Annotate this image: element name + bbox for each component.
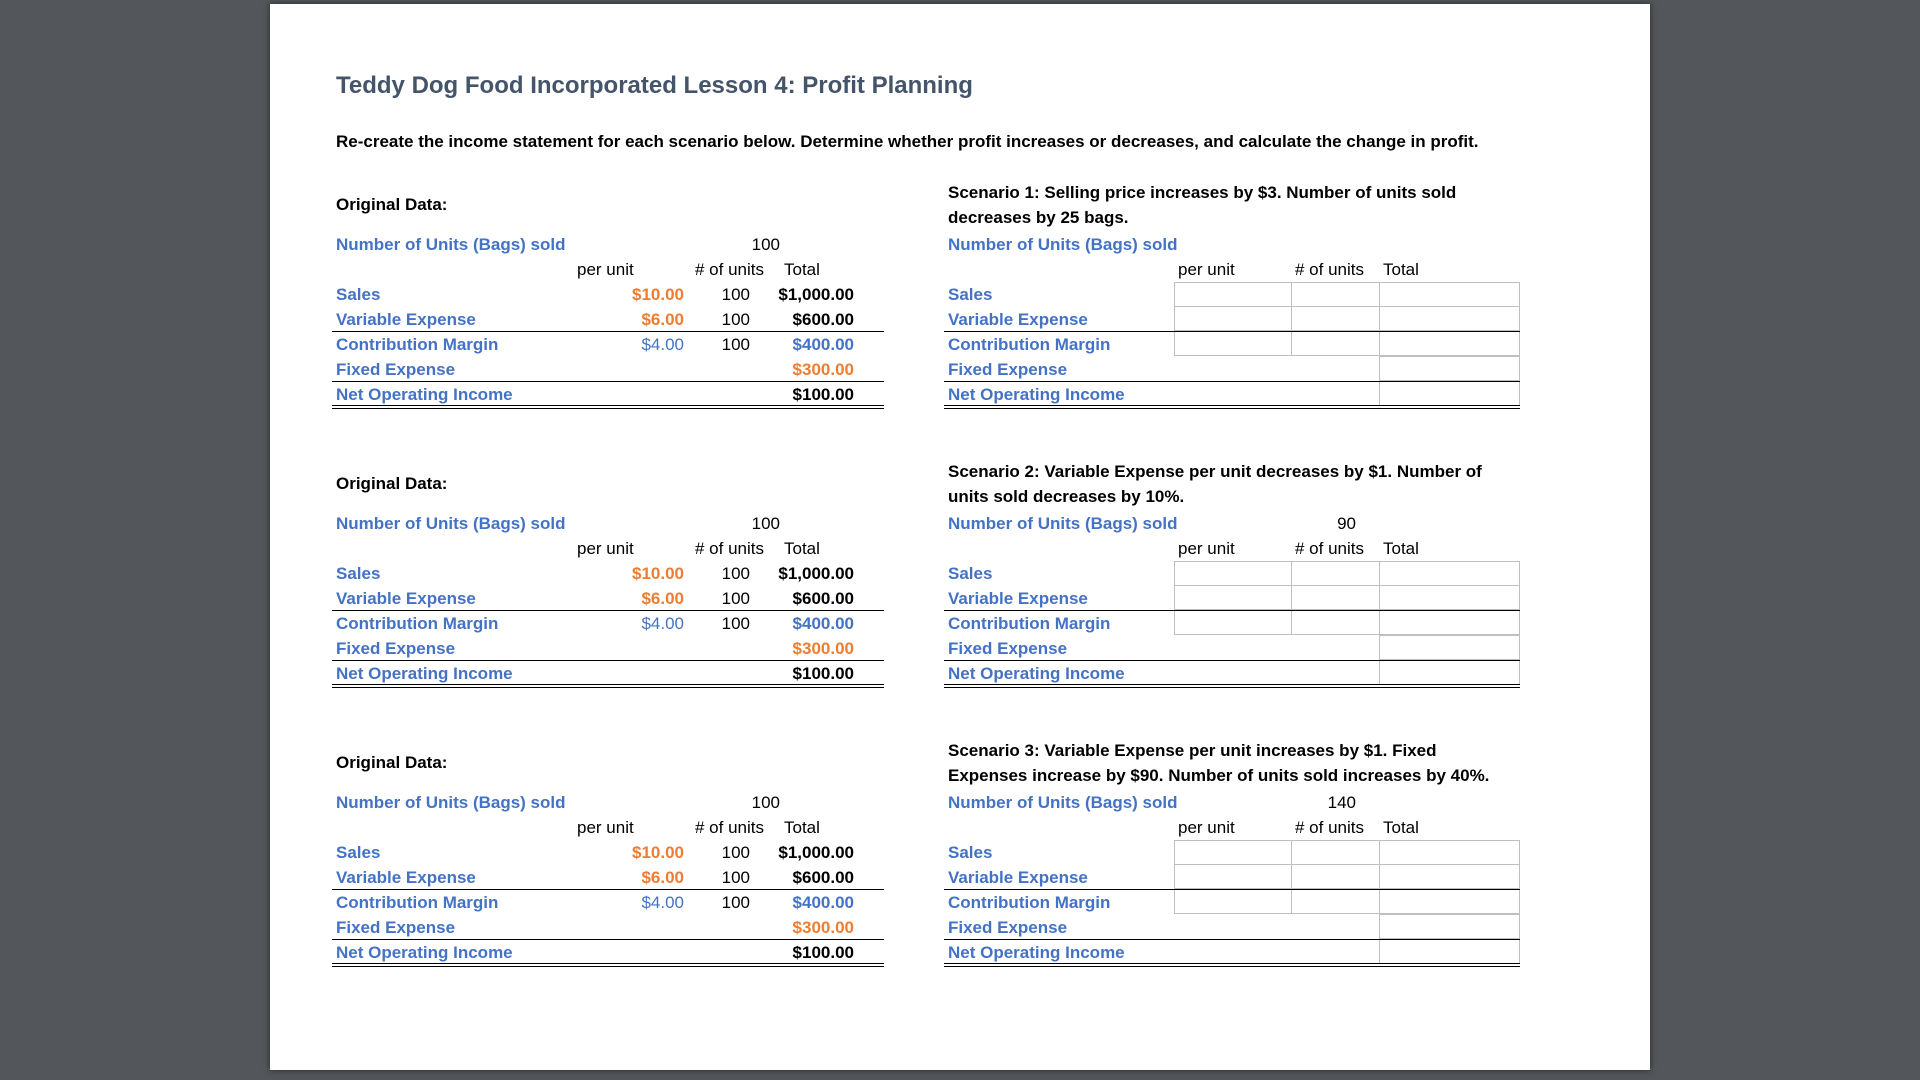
original-heading: Original Data:	[336, 195, 448, 214]
row-fixed-label: Fixed Expense	[948, 918, 1068, 937]
variable-total: $600.00	[792, 868, 854, 887]
col-per-unit: per unit	[1178, 818, 1235, 837]
scenario-units-label: Number of Units (Bags) sold	[948, 793, 1178, 812]
input-cell-sales-total[interactable]	[1379, 561, 1520, 586]
row-variable-label: Variable Expense	[336, 310, 476, 329]
sales-per-unit: $10.00	[632, 843, 684, 862]
sales-total: $1,000.00	[778, 564, 854, 583]
col-total: Total	[1383, 260, 1419, 279]
col-units: # of units	[1295, 539, 1364, 558]
row-sales-label: Sales	[948, 843, 993, 862]
col-per-unit: per unit	[1178, 260, 1235, 279]
double-underline	[944, 963, 1520, 967]
row-sales-label: Sales	[336, 843, 381, 862]
input-cell-variable-total[interactable]	[1379, 864, 1520, 889]
row-fixed-label: Fixed Expense	[336, 918, 456, 937]
variable-per-unit: $6.00	[641, 868, 684, 887]
input-cell-fixed-total[interactable]	[1379, 356, 1520, 381]
cm-per-unit: $4.00	[641, 335, 684, 354]
cm-units: 100	[721, 614, 750, 633]
input-cell-sales-total[interactable]	[1379, 840, 1520, 865]
row-cm-label: Contribution Margin	[948, 614, 1111, 633]
input-cell-cm-total[interactable]	[1379, 610, 1520, 635]
input-cell-sales-per-unit[interactable]	[1174, 840, 1292, 865]
input-cell-sales-units[interactable]	[1291, 282, 1380, 307]
scenario-description: Scenario 2: Variable Expense per unit decreases by $1. Number of units sold decreases by 10%.	[948, 462, 1482, 506]
row-variable-label: Variable Expense	[948, 310, 1088, 329]
row-noi-label: Net Operating Income	[948, 385, 1125, 404]
original-heading: Original Data:	[336, 753, 448, 772]
fixed-total: $300.00	[792, 639, 854, 658]
input-cell-cm-total[interactable]	[1379, 331, 1520, 356]
row-cm-label: Contribution Margin	[336, 893, 499, 912]
col-per-unit: per unit	[577, 539, 634, 558]
col-units: # of units	[695, 539, 764, 558]
noi-total: $100.00	[792, 385, 854, 404]
sales-units: 100	[721, 843, 750, 862]
cm-total: $400.00	[792, 893, 854, 912]
scenario-units-value: 140	[1327, 793, 1356, 812]
variable-per-unit: $6.00	[641, 589, 684, 608]
input-cell-sales-total[interactable]	[1379, 282, 1520, 307]
input-cell-variable-total[interactable]	[1379, 585, 1520, 610]
row-cm-label: Contribution Margin	[948, 893, 1111, 912]
input-cell-fixed-total[interactable]	[1379, 635, 1520, 660]
row-sales-label: Sales	[948, 285, 993, 304]
divider	[944, 610, 1520, 611]
divider	[944, 381, 1520, 382]
col-total: Total	[784, 818, 820, 837]
variable-total: $600.00	[792, 589, 854, 608]
fixed-total: $300.00	[792, 918, 854, 937]
col-units: # of units	[695, 818, 764, 837]
input-cell-noi-total[interactable]	[1379, 381, 1520, 406]
double-underline	[332, 963, 884, 967]
cm-per-unit: $4.00	[641, 614, 684, 633]
document-page	[270, 4, 1650, 1070]
col-total: Total	[784, 260, 820, 279]
cm-total: $400.00	[792, 614, 854, 633]
input-cell-variable-total[interactable]	[1379, 306, 1520, 331]
scenario-description: Scenario 3: Variable Expense per unit increases by $1. Fixed Expenses increase by $90. Number of units sold increases by 40%.	[948, 741, 1490, 785]
col-units: # of units	[1295, 818, 1364, 837]
row-cm-label: Contribution Margin	[336, 335, 499, 354]
col-units: # of units	[695, 260, 764, 279]
units-label: Number of Units (Bags) sold	[336, 793, 566, 812]
row-noi-label: Net Operating Income	[948, 664, 1125, 683]
input-cell-sales-units[interactable]	[1291, 561, 1380, 586]
row-noi-label: Net Operating Income	[336, 385, 513, 404]
input-cell-cm-per-unit[interactable]	[1174, 331, 1292, 356]
cm-per-unit: $4.00	[641, 893, 684, 912]
row-fixed-label: Fixed Expense	[336, 360, 456, 379]
col-per-unit: per unit	[577, 818, 634, 837]
row-sales-label: Sales	[336, 564, 381, 583]
units-value: 100	[751, 793, 780, 812]
sales-units: 100	[721, 285, 750, 304]
row-cm-label: Contribution Margin	[336, 614, 499, 633]
input-cell-noi-total[interactable]	[1379, 660, 1520, 685]
row-noi-label: Net Operating Income	[336, 943, 513, 962]
input-cell-cm-per-unit[interactable]	[1174, 610, 1292, 635]
double-underline	[332, 684, 884, 688]
col-per-unit: per unit	[1178, 539, 1235, 558]
scenario-units-label: Number of Units (Bags) sold	[948, 514, 1178, 533]
cm-units: 100	[721, 893, 750, 912]
variable-units: 100	[721, 310, 750, 329]
fixed-total: $300.00	[792, 360, 854, 379]
variable-units: 100	[721, 589, 750, 608]
input-cell-variable-per-unit[interactable]	[1174, 585, 1292, 610]
row-noi-label: Net Operating Income	[948, 943, 1125, 962]
sales-per-unit: $10.00	[632, 564, 684, 583]
input-cell-cm-per-unit[interactable]	[1174, 889, 1292, 914]
variable-total: $600.00	[792, 310, 854, 329]
input-cell-fixed-total[interactable]	[1379, 914, 1520, 939]
document-title: Teddy Dog Food Incorporated Lesson 4: Profit Planning	[336, 72, 973, 99]
original-heading: Original Data:	[336, 474, 448, 493]
cm-units: 100	[721, 335, 750, 354]
col-units: # of units	[1295, 260, 1364, 279]
row-variable-label: Variable Expense	[336, 589, 476, 608]
input-cell-sales-per-unit[interactable]	[1174, 561, 1292, 586]
sales-total: $1,000.00	[778, 285, 854, 304]
scenario-description: Scenario 1: Selling price increases by $3. Number of units sold decreases by 25 bags.	[948, 183, 1457, 227]
noi-total: $100.00	[792, 943, 854, 962]
input-cell-sales-per-unit[interactable]	[1174, 282, 1292, 307]
noi-total: $100.00	[792, 664, 854, 683]
row-fixed-label: Fixed Expense	[948, 639, 1068, 658]
units-label: Number of Units (Bags) sold	[336, 235, 566, 254]
divider	[944, 889, 1520, 890]
input-cell-variable-units[interactable]	[1291, 864, 1380, 889]
col-per-unit: per unit	[577, 260, 634, 279]
row-variable-label: Variable Expense	[948, 868, 1088, 887]
sales-per-unit: $10.00	[632, 285, 684, 304]
instructions: Re-create the income statement for each scenario below. Determine whether profit increases or decreases, and calculate the change in profit.	[336, 132, 1479, 151]
scenario-units-label: Number of Units (Bags) sold	[948, 235, 1178, 254]
sales-units: 100	[721, 564, 750, 583]
scenario-units-value: 90	[1337, 514, 1356, 533]
input-cell-cm-total[interactable]	[1379, 889, 1520, 914]
col-total: Total	[784, 539, 820, 558]
input-cell-variable-units[interactable]	[1291, 585, 1380, 610]
divider	[944, 331, 1520, 332]
units-value: 100	[751, 235, 780, 254]
sales-total: $1,000.00	[778, 843, 854, 862]
row-sales-label: Sales	[948, 564, 993, 583]
divider	[944, 939, 1520, 940]
row-fixed-label: Fixed Expense	[948, 360, 1068, 379]
row-sales-label: Sales	[336, 285, 381, 304]
row-variable-label: Variable Expense	[948, 589, 1088, 608]
input-cell-variable-units[interactable]	[1291, 306, 1380, 331]
row-cm-label: Contribution Margin	[948, 335, 1111, 354]
divider	[944, 660, 1520, 661]
units-label: Number of Units (Bags) sold	[336, 514, 566, 533]
variable-per-unit: $6.00	[641, 310, 684, 329]
double-underline	[944, 405, 1520, 409]
col-total: Total	[1383, 818, 1419, 837]
input-cell-cm-units[interactable]	[1291, 610, 1380, 635]
input-cell-cm-units[interactable]	[1291, 889, 1380, 914]
col-total: Total	[1383, 539, 1419, 558]
row-noi-label: Net Operating Income	[336, 664, 513, 683]
cm-total: $400.00	[792, 335, 854, 354]
row-fixed-label: Fixed Expense	[336, 639, 456, 658]
row-variable-label: Variable Expense	[336, 868, 476, 887]
input-cell-variable-per-unit[interactable]	[1174, 306, 1292, 331]
input-cell-sales-units[interactable]	[1291, 840, 1380, 865]
double-underline	[944, 684, 1520, 688]
double-underline	[332, 405, 884, 409]
input-cell-noi-total[interactable]	[1379, 939, 1520, 964]
input-cell-cm-units[interactable]	[1291, 331, 1380, 356]
input-cell-variable-per-unit[interactable]	[1174, 864, 1292, 889]
units-value: 100	[751, 514, 780, 533]
variable-units: 100	[721, 868, 750, 887]
